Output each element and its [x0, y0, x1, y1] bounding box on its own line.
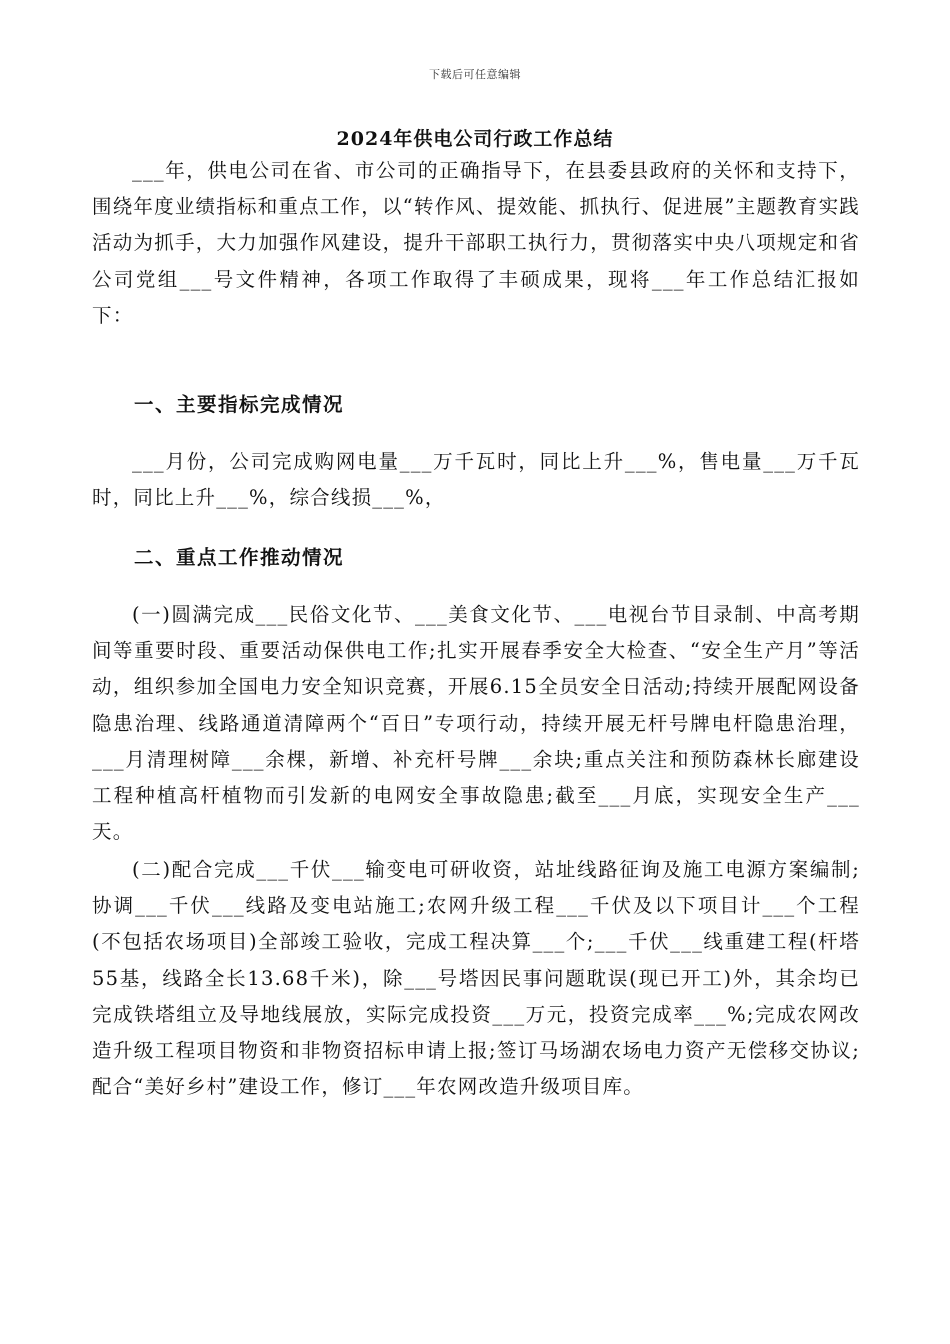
- key-work-item-2: (二)配合完成___千伏___输变电可研收资，站址线路征询及施工电源方案编制;协调___千伏___线路及变电站施工;农网升级工程___千伏及以下项目计___个工程(不包括农场项目)全部竣工验收，完成工程决算___个;___千伏___线重建工程(杆塔55基，线路全长13.68千米)，除___号塔因民事问题耽误(现已开工)外，其余均已完成铁塔组立及导地线展放，实际完成投资___万元，投资完成率___%;完成农网改造升级工程项目物资和非物资招标申请上报;签订马场湖农场电力资产无偿移交协议;配合“美好乡村”建设工作，修订___年农网改造升级项目库。: [92, 858, 860, 1099]
- document-title: 2024年供电公司行政工作总结: [336, 128, 614, 150]
- section-heading-key-work: 二、重点工作推动情况: [134, 546, 345, 569]
- intro-paragraph: ___年，供电公司在省、市公司的正确指导下，在县委县政府的关怀和支持下，围绕年度业绩指标和重点工作，以“转作风、提效能、抓执行、促进展”主题教育实践活动为抓手，大力加强作风建设，提升干部职工执行力，贯彻落实中央八项规定和省公司党组___号文件精神，各项工作取得了丰硕成果，现将___年工作总结汇报如下：: [92, 159, 860, 327]
- section-heading-main-indicators: 一、主要指标完成情况: [134, 393, 345, 416]
- key-work-item-1: (一)圆满完成___民俗文化节、___美食文化节、___电视台节目录制、中高考期间等重要时段、重要活动保供电工作;扎实开展春季安全大检查、“安全生产月”等活动，组织参加全国电力安全知识竞赛，开展6.15全员安全日活动;持续开展配网设备隐患治理、线路通道清障两个“百日”专项行动，持续开展无杆号牌电杆隐患治理，___月清理树障___余棵，新增、补充杆号牌___余块;重点关注和预防森林长廊建设工程种植高杆植物而引发新的电网安全事故隐患;截至___月底，实现安全生产___天。: [92, 603, 860, 844]
- header-note: 下载后可任意编辑: [429, 68, 521, 81]
- main-indicators-paragraph: ___月份，公司完成购网电量___万千瓦时，同比上升___%，售电量___万千瓦时，同比上升___%，综合线损___%，: [92, 450, 860, 510]
